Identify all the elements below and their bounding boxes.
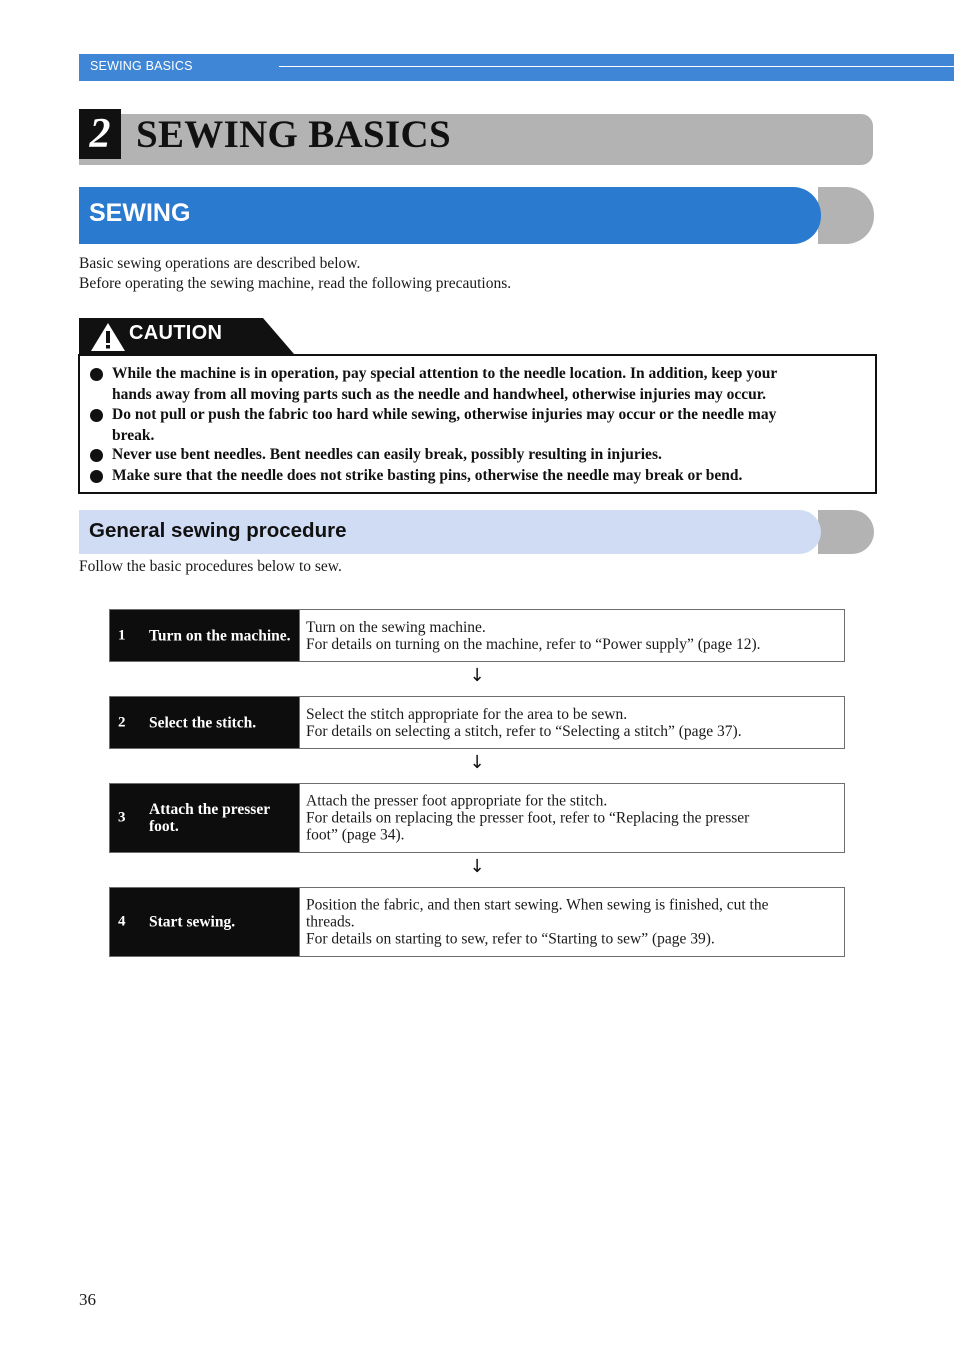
step-row (109, 783, 845, 853)
bullet-icon (90, 368, 103, 381)
bullet-icon (90, 470, 103, 483)
section-title: SEWING (89, 199, 191, 227)
step-description-line: Select the stitch appropriate for the area to be sewn. (306, 705, 628, 723)
step-number: 2 (118, 714, 126, 730)
running-header-text: SEWING BASICS (90, 59, 193, 73)
step-description-line: Position the fabric, and then start sewing. When sewing is finished, cut the (306, 896, 769, 914)
step-description (306, 619, 838, 653)
step-number: 4 (118, 913, 126, 930)
caution-item-line: While the machine is in operation, pay special attention to the needle location. In addition, keep your (112, 365, 778, 382)
step-row (109, 887, 845, 957)
step-description-line: Turn on the sewing machine. (306, 618, 486, 636)
subsection-title: General sewing procedure (89, 519, 347, 542)
caution-item (112, 445, 862, 466)
intro-line-2: Before operating the sewing machine, read the following precautions. (79, 275, 512, 292)
subsection-intro: Follow the basic procedures below to sew. (79, 558, 342, 575)
caution-box (78, 354, 877, 494)
caution-item-line: Never use bent needles. Bent needles can easily break, possibly resulting in injuries. (112, 446, 662, 463)
down-arrow-icon: ↓ (469, 856, 485, 877)
page-number: 36 (79, 1290, 96, 1309)
step-header (110, 697, 300, 748)
bullet-icon (90, 409, 103, 422)
step-description-line: For details on replacing the presser foot, refer to “Replacing the presser (306, 809, 750, 827)
down-arrow-icon: ↓ (469, 752, 485, 773)
section-heading-tab (818, 187, 874, 244)
caution-item-line: Do not pull or push the fabric too hard while sewing, otherwise injuries may occur or the needle may (112, 406, 777, 423)
caution-item-line: hands away from all moving parts such as the needle and handwheel, otherwise injuries may occur. (112, 385, 767, 403)
caution-item (112, 466, 862, 487)
step-description-line: For details on starting to sew, refer to “Starting to sew” (page 39). (306, 930, 715, 948)
chapter-number: 2 (79, 109, 121, 159)
step-number: 3 (118, 809, 126, 826)
step-row (109, 696, 845, 749)
caution-item (112, 364, 862, 405)
caution-label: CAUTION (129, 322, 223, 344)
caution-item-line: break. (112, 426, 155, 444)
down-arrow-icon: ↓ (469, 665, 485, 686)
step-description-line: foot” (page 34). (306, 826, 405, 844)
step-label: Attach the presser foot. (149, 801, 270, 835)
step-description (306, 793, 838, 844)
step-description (306, 897, 838, 948)
chapter-title: SEWING BASICS (136, 113, 451, 156)
step-description-line: For details on turning on the machine, refer to “Power supply” (page 12). (306, 635, 761, 653)
running-header (79, 54, 954, 81)
step-description-line: threads. (306, 913, 355, 931)
subsection-heading-tab (818, 510, 874, 554)
step-header (110, 888, 300, 956)
step-header (110, 610, 300, 661)
step-label: Select the stitch. (149, 714, 257, 731)
caution-item-line: Make sure that the needle does not strike basting pins, otherwise the needle may break or bend. (112, 467, 743, 484)
step-header (110, 784, 300, 852)
running-header-rule (279, 66, 954, 67)
step-row (109, 609, 845, 662)
step-label: Turn on the machine. (149, 627, 291, 644)
intro-line-1: Basic sewing operations are described below. (79, 255, 361, 272)
step-description-line: For details on selecting a stitch, refer to “Selecting a stitch” (page 37). (306, 722, 742, 740)
step-description-line: Attach the presser foot appropriate for the stitch. (306, 792, 608, 810)
step-number: 1 (118, 627, 126, 643)
caution-item (112, 405, 862, 446)
bullet-icon (90, 449, 103, 462)
step-description (306, 706, 838, 740)
step-label: Start sewing. (149, 913, 236, 931)
warning-triangle-icon (90, 322, 126, 352)
